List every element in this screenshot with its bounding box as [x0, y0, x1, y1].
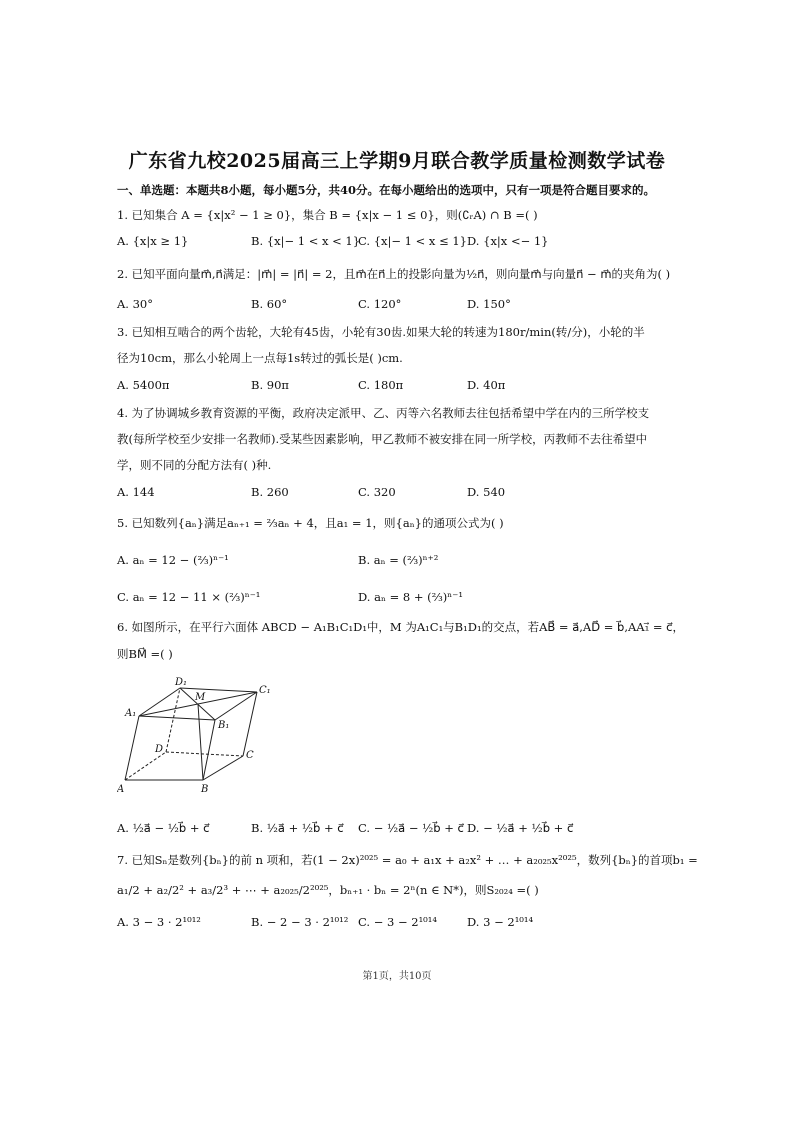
edge-b-b1: [203, 720, 215, 780]
question-6-option-d: D. − ½a⃗ + ½b⃗ + c⃗: [467, 821, 574, 835]
question-2-stem: 2. 已知平面向量m⃗,n⃗满足：|m⃗| = |n⃗| = 2，且m⃗在n⃗上的投影向量为½n⃗，则向量m⃗与向量n⃗ − m⃗的夹角为( ): [117, 267, 671, 281]
question-2-option-c: C. 120°: [358, 297, 402, 311]
question-7-option-a: A. 3 − 3 · 2¹⁰¹²: [117, 915, 201, 929]
label-b1: B₁: [218, 720, 230, 731]
question-4-stem-line-1: 4. 为了协调城乡教育资源的平衡，政府决定派甲、乙、丙等六名教师去往包括希望中学在内的三所学校支: [117, 406, 650, 420]
edge-d-c: [166, 752, 243, 756]
question-4-option-c: C. 320: [358, 485, 396, 499]
question-3-stem-line-1: 3. 已知相互啮合的两个齿轮，大轮有45齿，小轮有30齿.如果大轮的转速为180r/min(转/分)，小轮的半: [117, 325, 645, 339]
question-3-option-d: D. 40π: [467, 378, 506, 392]
question-3-option-a: A. 5400π: [117, 378, 170, 392]
question-6-option-a: A. ½a⃗ − ½b⃗ + c⃗: [117, 821, 210, 835]
question-6-stem-line-2: 则BM⃗ =( ): [117, 647, 173, 661]
label-m: M: [195, 692, 206, 703]
question-7-option-d: D. 3 − 2¹⁰¹⁴: [467, 915, 534, 929]
label-a: A: [117, 784, 125, 795]
question-4-option-b: B. 260: [251, 485, 289, 499]
question-2-option-b: B. 60°: [251, 297, 288, 311]
question-2-option-a: A. 30°: [117, 297, 153, 311]
question-7-option-b: B. − 2 − 3 · 2¹⁰¹²: [251, 915, 349, 929]
question-5-option-b: B. aₙ = (⅔)ⁿ⁺²: [358, 553, 439, 567]
question-1-stem: 1. 已知集合 A = {x|x² − 1 ≥ 0}，集合 B = {x|x − 1 ≤ 0}，则(∁ᵣA) ∩ B =( ): [117, 208, 538, 222]
question-4-stem-line-3: 学，则不同的分配方法有( )种.: [117, 458, 272, 472]
question-7-stem-line-2: a₁/2 + a₂/2² + a₃/2³ + ⋯ + a₂₀₂₅/2²⁰²⁵，bₙ₊₁ · bₙ = 2ⁿ(n ∈ N*)，则S₂₀₂₄ =( ): [117, 883, 539, 897]
question-2-option-d: D. 150°: [467, 297, 511, 311]
edge-d-d1: [166, 688, 180, 752]
label-c: C: [246, 750, 254, 761]
label-a1: A₁: [125, 708, 137, 719]
question-4-option-a: A. 144: [117, 485, 155, 499]
question-6-stem-line-1: 6. 如图所示，在平行六面体 ABCD − A₁B₁C₁D₁中，M 为A₁C₁与B₁D₁的交点，若AB⃗ = a⃗,AD⃗ = b⃗,AA₁⃗ = c⃗，: [117, 620, 684, 634]
parallelepiped-figure: [117, 676, 287, 800]
edge-d1-c1: [180, 688, 257, 692]
question-5-option-c: C. aₙ = 12 − 11 × (⅔)ⁿ⁻¹: [117, 590, 261, 604]
label-b: B: [201, 784, 209, 795]
section-heading: 一、单选题：本题共8小题，每小题5分，共40分。在每小题给出的选项中，只有一项是符合题目要求的。: [117, 183, 656, 197]
question-1-option-d: D. {x|x <− 1}: [467, 234, 549, 248]
question-4-option-d: D. 540: [467, 485, 506, 499]
label-c1: C₁: [259, 685, 271, 696]
edge-a-a1: [125, 716, 139, 780]
question-5-stem: 5. 已知数列{aₙ}满足aₙ₊₁ = ⅔aₙ + 4，且a₁ = 1，则{aₙ}的通项公式为( ): [117, 516, 504, 530]
question-4-stem-line-2: 教(每所学校至少安排一名教师).受某些因素影响，甲乙教师不被安排在同一所学校，丙教师不去往希望中: [117, 432, 648, 446]
question-7-option-c: C. − 3 − 2¹⁰¹⁴: [358, 915, 438, 929]
question-5-option-a: A. aₙ = 12 − (⅔)ⁿ⁻¹: [117, 553, 229, 567]
question-7-stem-line-1: 7. 已知Sₙ是数列{bₙ}的前 n 项和，若(1 − 2x)²⁰²⁵ = a₀ + a₁x + a₂x² + … + a₂₀₂₅x²⁰²⁵，数列{bₙ}的首项b₁ =: [117, 853, 698, 867]
question-6-option-c: C. − ½a⃗ − ½b⃗ + c⃗: [358, 821, 464, 835]
edge-a-d: [125, 752, 166, 780]
question-3-stem-line-2: 径为10cm，那么小轮周上一点每1s转过的弧长是( )cm.: [117, 351, 403, 365]
edge-c-c1: [243, 692, 257, 756]
question-1-option-c: C. {x|− 1 < x ≤ 1}: [358, 234, 467, 248]
edge-b1-a1: [139, 716, 215, 720]
page-footer: 第1页，共10页: [362, 971, 432, 982]
question-5-option-d: D. aₙ = 8 + (⅔)ⁿ⁻¹: [358, 590, 463, 604]
edge-b-c: [203, 756, 243, 780]
question-1-option-b: B. {x|− 1 < x < 1}: [251, 234, 361, 248]
question-3-option-c: C. 180π: [358, 378, 404, 392]
question-1-option-a: A. {x|x ≥ 1}: [117, 234, 189, 248]
label-d1: D₁: [175, 677, 188, 688]
question-3-option-b: B. 90π: [251, 378, 289, 392]
label-d: D: [155, 744, 164, 755]
page-title: 广东省九校2025届高三上学期9月联合教学质量检测数学试卷: [128, 150, 666, 172]
question-6-option-b: B. ½a⃗ + ½b⃗ + c⃗: [251, 821, 344, 835]
segment-b-m: [198, 704, 203, 780]
